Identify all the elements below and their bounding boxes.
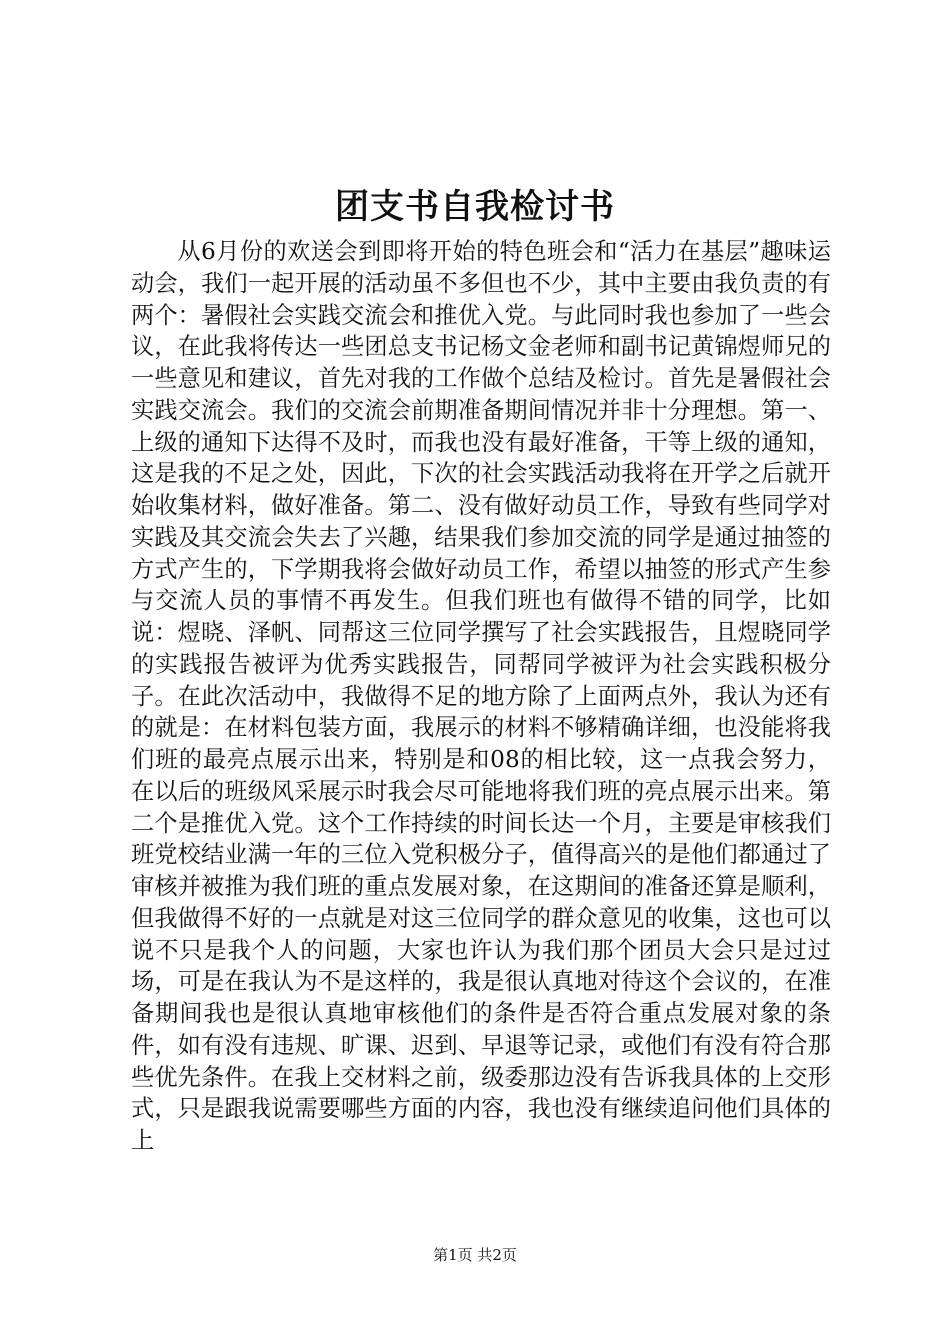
document-title: 团支书自我检讨书 <box>335 187 615 227</box>
page-footer: 第1页 共2页 <box>433 1246 517 1264</box>
body-paragraph: 从6月份的欢送会到即将开始的特色班会和“活力在基层”趣味运动会，我们一起开展的活动虽不多但也不少，其中主要由我负责的有两个：暑假社会实践交流会和推优入党。与此同时我也参加了一些会议，在此我将传达一些团总支书记杨文金老师和副书记黄锦煜师兄的一些意见和建议，首先对我的工作做个总结及检讨。首先是暑假社会实践交流会。我们的交流会前期准备期间情况并非十分理想。第一、上级的通知下达得不及时，而我也没有最好准备，干等上级的通知，这是我的不足之处，因此，下次的社会实践活动我将在开学之后就开始收集材料，做好准备。第二、没有做好动员工作，导致有些同学对实践及其交流会失去了兴趣，结果我们参加交流的同学是通过抽签的方式产生的，下学期我将会做好动员工作，希望以抽签的形式产生参与交流人员的事情不再发生。但我们班也有做得不错的同学，比如说：煜晓、泽帆、同帮这三位同学撰写了社会实践报告，且煜晓同学的实践报告被评为优秀实践报告，同帮同学被评为社会实践积极分子。在此次活动中，我做得不足的地方除了上面两点外，我认为还有的就是：在材料包装方面，我展示的材料不够精确详细，也没能将我们班的最亮点展示出来，特别是和08的相比较，这一点我会努力，在以后的班级风采展示时我会尽可能地将我们班的亮点展示出来。第二个是推优入党。这个工作持续的时间长达一个月，主要是审核我们班党校结业满一年的三位入党积极分子，值得高兴的是他们都通过了审核并被推为我们班的重点发展对象，在这期间的准备还算是顺利，但我做得不好的一点就是对这三位同学的群众意见的收集，这也可以说不只是我个人的问题，大家也许认为我们那个团员大会只是过过场，可是在我认为不是这样的，我是很认真地对待这个会议的，在准备期间我也是很认真地审核他们的条件是否符合重点发展对象的条件，如有没有违规、旷课、迟到、早退等记录，或他们有没有符合那些优先条件。在我上交材料之前，级委那边没有告诉我具体的上交形式，只是跟我说需要哪些方面的内容，我也没有继续追问他们具体的上 <box>131 238 831 1154</box>
